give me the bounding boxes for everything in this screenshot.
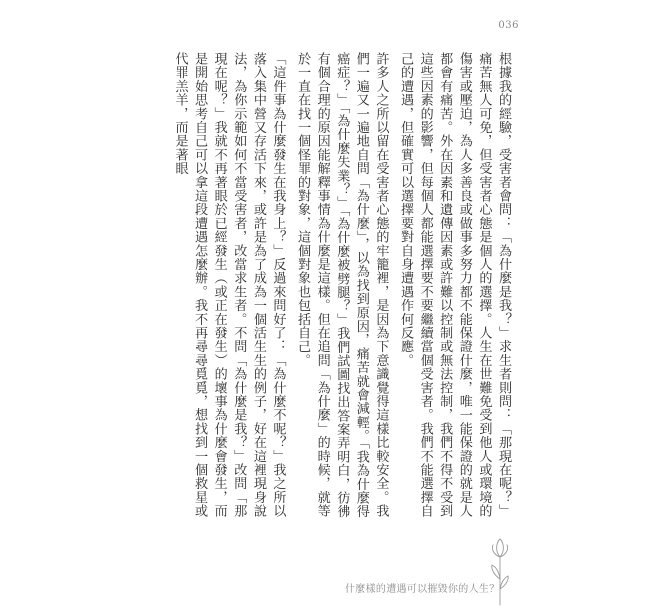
body-text (163, 52, 513, 522)
paragraph-1: 根據我的經驗，受害者會問：「為什麼是我？」求生者則問：「那現在呢？」痛苦無人可免，但受害者心態是個人的選擇。人生在世難免受到他人或環境的傷害或壓迫，為人多善良或做事多努力都不能保證什麼，唯一能保證的就是人都會有痛苦。外在因素和遺傳因素或許難以控制或無法控制，我們不得不受到這些因素的影響，但每個人都能選擇要不要繼續當個受害者。我們不能選擇自己的遭遇，但確實可以選擇要對自身遭遇作何反應。 (398, 52, 511, 518)
page-number: 036 (498, 20, 519, 31)
flower-line-drawing-icon (480, 531, 520, 607)
paragraph-3: 「這件事為什麼發生在我身上？」反過來問好了：「為什麼不呢？」我之所以落入集中營又存活下來，或許是為了成為一個活生生的例子，好在這裡現身說法，為你示範如何不當受害者，改當求生者。不問「為什麼是我？」改問「那現在呢？」我就不再著眼於已經發生（或正在發生）的壞事為什麼會發生，而是開始思考自己可以拿這段遭遇怎麼辦。我不再尋尋覓覓，想找到一個救星或代罪羔羊，而是著眼 (172, 52, 286, 518)
running-footer-title: 什麼樣的遭遇可以摧毀你的人生？ (345, 584, 500, 595)
paragraph-2: 許多人之所以留在受害者心態的牢籠裡，是因為下意識覺得這樣比較安全。我們一遍又一遍地自問「為什麼」，以為找到原因，痛苦就會減輕。「我為什麼得癌症？」「為什麼失業？」「為什麼被劈腿？」我們試圖找出答案弄明白，彷彿有個合理的原因能解釋事情為什麼是這樣。但在追問「為什麼」的時候，就等於一直在找一個怪罪的對象，這個對象也包括自己。 (295, 52, 389, 519)
